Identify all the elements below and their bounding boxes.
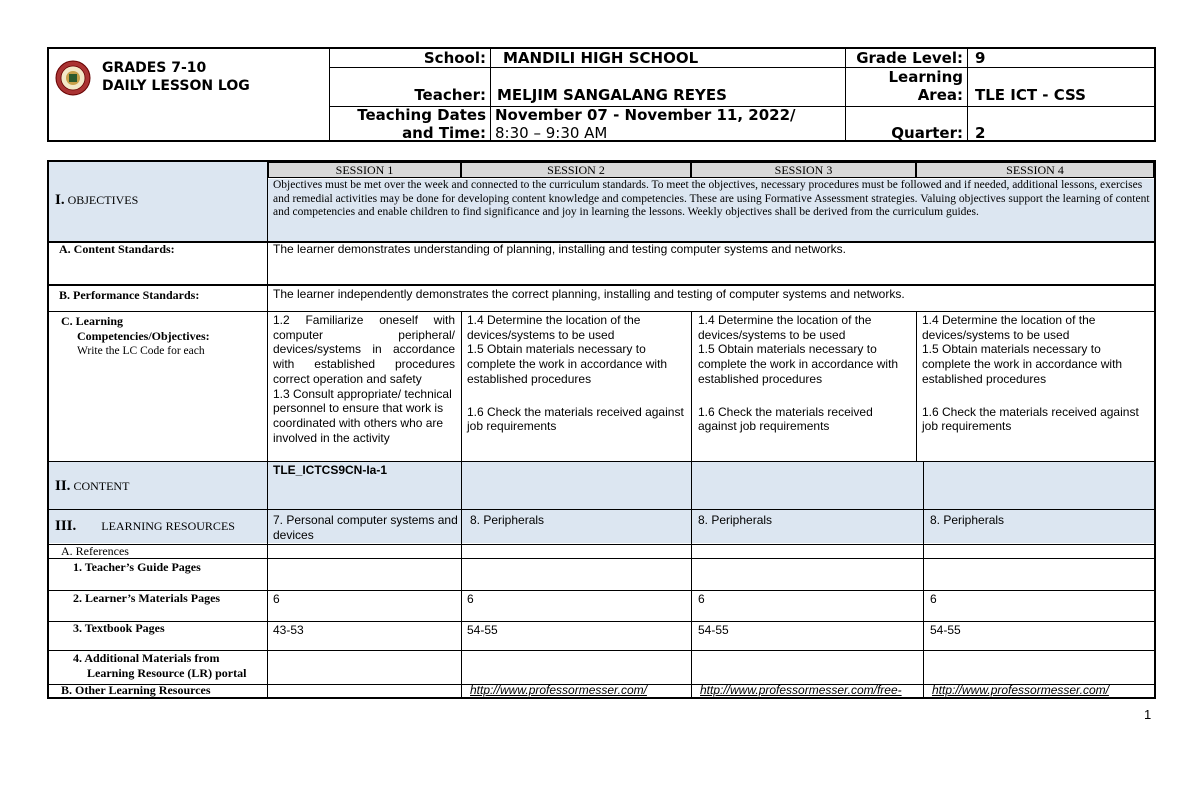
school-value: MANDILI HIGH SCHOOL [503, 49, 699, 67]
competencies-label: C. Learning [61, 314, 124, 328]
row-divider [49, 311, 1154, 312]
content-label: CONTENT [73, 479, 130, 493]
tb-pages-session-1: 43-53 [273, 623, 304, 637]
objectives-text: Objectives must be met over the week and connected to the curriculum standards. To meet the objectives, necessary procedures must be followed and if needed, additional lessons, exercises and remedial activities may be done for developing content knowledge and competencies. These are using Formative Assessment strategies. Valuing objectives support the learning of content and competencies and enable children to find significance and joy in learning the lessons. Weekly objectives shall be derived from the curriculum guides. [273, 179, 1150, 218]
teachers-guide-label: 1. Teacher’s Guide Pages [73, 560, 201, 574]
other-resource-link-session-4[interactable]: http://www.professormesser.com/ [932, 683, 1109, 697]
other-resource-link-session-2[interactable]: http://www.professormesser.com/ [470, 683, 647, 697]
school-label: School: [423, 49, 486, 67]
divider [329, 67, 1156, 68]
other-resource-link-session-3[interactable]: http://www.professormesser.com/free- [700, 683, 902, 697]
session-2-header: SESSION 2 [461, 162, 691, 178]
competency-1-6: 1.6 Check the materials received against job requirements [467, 404, 684, 434]
lm-pages-session-3: 6 [698, 592, 705, 606]
row-divider [49, 544, 1154, 545]
col-divider [923, 462, 924, 697]
competency-1-5: 1.5 Obtain materials necessary to complete the work in accordance with established procedures [698, 342, 899, 386]
competencies-label: Competencies/Objectives: [77, 329, 210, 343]
competency-1-6: 1.6 Check the materials received against job requirements [922, 404, 1139, 434]
resources-session-3: 8. Peripherals [698, 513, 773, 527]
session-3-header: SESSION 3 [691, 162, 916, 178]
header-table [47, 47, 1156, 142]
grade-level-label: Grade Level: [856, 49, 963, 67]
competency-1-5: 1.5 Obtain materials necessary to complete the work in accordance with established procedures [922, 342, 1123, 386]
divider [967, 49, 968, 140]
row-divider [49, 558, 1154, 559]
row-divider [49, 284, 1154, 286]
resources-session-1: 7. Personal computer systems and devices [273, 513, 458, 542]
objectives-numeral: I. [55, 192, 65, 208]
learners-materials-label: 2. Learner’s Materials Pages [73, 591, 221, 605]
grade-level-value: 9 [975, 49, 986, 67]
tb-pages-session-3: 54-55 [698, 623, 729, 637]
objectives-label: OBJECTIVES [67, 193, 139, 207]
session-1-header: SESSION 1 [268, 162, 461, 178]
performance-standards-label: B. Performance Standards: [59, 288, 200, 302]
competency-1-4: 1.4 Determine the location of the devices/systems to be used [922, 313, 1096, 342]
references-label: A. References [61, 544, 129, 558]
additional-materials-label: Learning Resource (LR) portal [87, 666, 247, 680]
learning-area-label: Learning [888, 68, 963, 86]
learning-area-label: Area: [917, 86, 963, 104]
competency-1-4: 1.4 Determine the location of the devices/systems to be used [698, 313, 872, 342]
competency-1-5: 1.5 Obtain materials necessary to complete the work in accordance with established procedures [467, 342, 668, 386]
competency-1-6: 1.6 Check the materials received against job requirements [698, 404, 873, 434]
resources-session-4: 8. Peripherals [930, 513, 1005, 527]
teaching-time-value: 8:30 – 9:30 AM [495, 124, 608, 142]
performance-standards-text: The learner independently demonstrates the correct planning, installing and testing of computer systems and networks. [273, 287, 905, 301]
content-row-shade [49, 462, 1154, 509]
col-divider [916, 311, 917, 461]
tb-pages-session-2: 54-55 [467, 623, 498, 637]
teacher-value: MELJIM SANGALANG REYES [497, 86, 727, 104]
quarter-label: Quarter: [891, 124, 963, 142]
page-number: 1 [1144, 707, 1152, 722]
resources-label: LEARNING RESOURCES [101, 519, 235, 533]
competencies-instruction: Write the LC Code for each [77, 345, 205, 357]
textbook-pages-label: 3. Textbook Pages [73, 621, 165, 635]
teacher-label: Teacher: [414, 86, 486, 104]
content-numeral: II. [55, 478, 71, 494]
competency-1-3: 1.3 Consult appropriate/ technical personnel to ensure that work is coordinated with others who are involved in the activity [273, 386, 452, 445]
competency-1-2: 1.2 Familiarize oneself with computer peripheral/ devices/systems in accordance with established procedures correct operation and safety [273, 313, 455, 386]
other-resources-label: B. Other Learning Resources [61, 683, 211, 697]
lc-code: TLE_ICTCS9CN-Ia-1 [273, 463, 388, 477]
col-divider [267, 162, 268, 697]
teaching-dates-value: November 07 - November 11, 2022/ [495, 106, 796, 124]
lesson-log-table [47, 160, 1156, 699]
col-divider [691, 311, 692, 697]
lm-pages-session-4: 6 [930, 592, 937, 606]
deped-seal-logo [55, 60, 91, 96]
lm-pages-session-2: 6 [467, 592, 474, 606]
row-divider [49, 621, 1154, 622]
col-divider [461, 311, 462, 697]
teaching-dates-label: Teaching Dates [357, 106, 486, 124]
form-title-line1: GRADES 7-10 [102, 60, 207, 76]
competency-1-4: 1.4 Determine the location of the devices/systems to be used [467, 313, 641, 342]
content-standards-label: A. Content Standards: [59, 242, 175, 256]
resources-numeral: III. [55, 518, 77, 534]
resources-session-2: 8. Peripherals [470, 513, 545, 527]
row-divider [49, 509, 1154, 510]
quarter-value: 2 [975, 124, 986, 142]
session-4-header: SESSION 4 [916, 162, 1154, 178]
row-divider [49, 461, 1154, 462]
divider [490, 49, 491, 140]
teaching-dates-label: and Time: [402, 124, 486, 142]
tb-pages-session-4: 54-55 [930, 623, 961, 637]
form-title-line2: DAILY LESSON LOG [102, 78, 250, 94]
lm-pages-session-1: 6 [273, 592, 280, 606]
additional-materials-label: 4. Additional Materials from [73, 651, 220, 665]
content-standards-text: The learner demonstrates understanding of planning, installing and testing computer systems and networks. [273, 242, 846, 256]
learning-area-value: TLE ICT - CSS [975, 86, 1086, 104]
